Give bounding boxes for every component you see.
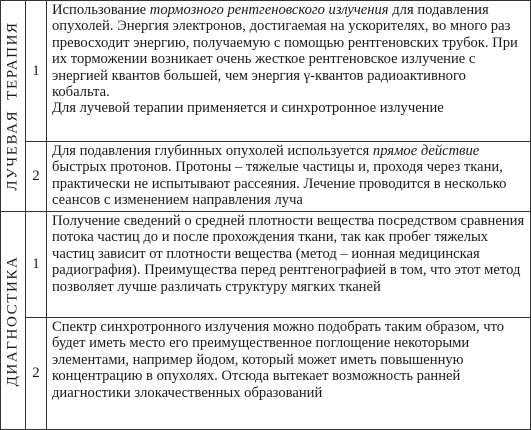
group-label-therapy-word2: ТЕРАПИЯ <box>4 21 21 100</box>
row-paragraph <box>52 143 526 209</box>
table-row-diagnostics-1 <box>1 212 531 318</box>
table-row-therapy-1 <box>1 1 531 142</box>
row-number: 2 <box>26 142 47 212</box>
row-text-cell <box>47 142 531 212</box>
row-paragraph: Получение сведений о средней плотности вещества посредством сравнения потока частиц до и после прохождения ткани, так как пробег тяжелых частиц зависит от плотности вещества (метод – ионная медицинская радиография). Преимущества перед рентгенографией в том, что этот метод позволяет лучше различать структуру мягких тканей <box>52 213 525 295</box>
row-number: 1 <box>26 212 47 318</box>
group-label-diagnostics-cell <box>1 212 26 430</box>
row-number: 1 <box>26 1 47 142</box>
row-number: 2 <box>26 318 47 430</box>
table-row-diagnostics-2 <box>1 318 531 430</box>
row-text-cell <box>47 1 531 142</box>
group-label-therapy-word1: ЛУЧЕВАЯ <box>4 109 21 191</box>
row-text-cell <box>47 318 531 430</box>
row-text-cell <box>47 212 531 318</box>
group-label-diagnostics: ДИАГНОСТИКА <box>4 255 21 386</box>
text-run: быстрых протонов. Протоны – тяжелые частицы и, проходя через ткани, практически не испытывают рассеяния. Лечение проводится в несколько сеансов с изменением направления луча <box>52 159 507 209</box>
emphasized-term: тормозного рентгеновского излучения <box>149 2 389 18</box>
emphasized-term: прямое действие <box>372 143 480 159</box>
group-label-therapy-cell <box>1 1 26 212</box>
text-run: Для подавления глубинных опухолей используется <box>52 143 373 159</box>
table-row-therapy-2 <box>1 142 531 212</box>
row-paragraph: Спектр синхротронного излучения можно подобрать таким образом, что будет иметь место его преимущественное поглощение некоторыми элементами, например йодом, который может иметь повышенную концентрацию в опухолях. Отсюда вытекает возможность ранней диагностики злокачественных образований <box>52 319 505 401</box>
row-paragraph <box>52 2 526 100</box>
row-paragraph: Для лучевой терапии применяется и синхротронное излучение <box>52 100 444 117</box>
text-run: Использование <box>52 2 150 18</box>
group-label-therapy <box>5 21 22 190</box>
text-run: для подавления опухолей. Энергия электронов, достигаемая на ускорителях, во много раз превосходит энергию, получаемую с помощью рентгеновских трубок. При их торможении возникает очень жесткое рентгеновское излучение с энергией квантов большей, чем энергия γ-квантов радиоактивного кобальта. <box>52 2 518 101</box>
